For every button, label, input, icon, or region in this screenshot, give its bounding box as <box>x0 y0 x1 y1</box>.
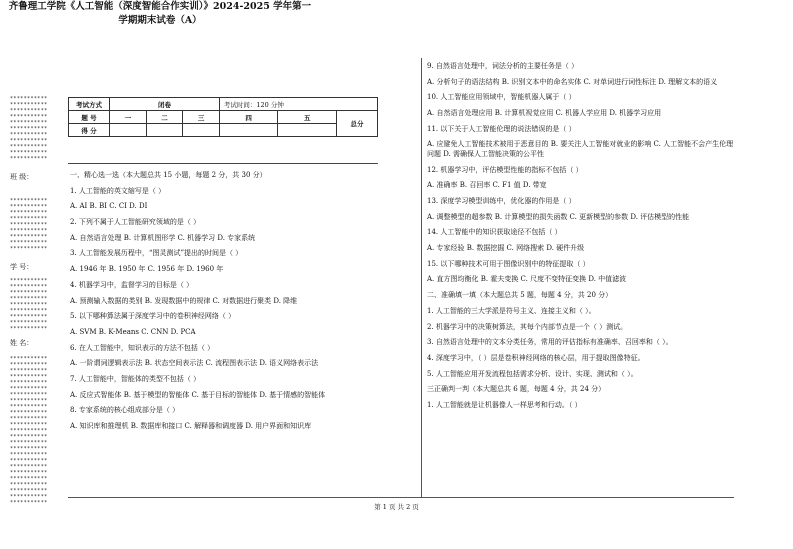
name-label: 姓 名： <box>10 339 34 347</box>
question: 13. 深度学习模型训练中，优化器的作用是（ ） <box>427 197 576 205</box>
binding-dots-1: *********** *********** *********** *********** *********** *********** *********** *********** *********** *********** *********** <box>10 96 48 162</box>
question-no-label: 题 号 <box>69 111 110 124</box>
score-table <box>68 97 378 137</box>
options: A. 调整模型的超参数 B. 计算模型的损失函数 C. 更新模型的参数 D. 评估模型的性能 <box>427 212 690 221</box>
exam-method-label: 考试方式 <box>69 98 110 111</box>
fill-question: 4. 深度学习中，（ ）层是卷积神经网络的核心层，用于提取图像特征。 <box>427 353 645 362</box>
exam-method-value: 闭卷 <box>110 98 220 111</box>
question: 15. 以下哪种技术可用于图像识别中的特征提取（ ） <box>427 259 590 268</box>
total-label: 总分 <box>337 111 378 137</box>
question: 14. 人工智能中的知识获取途径不包括（ ） <box>427 228 562 237</box>
bottom-rule <box>68 497 734 498</box>
question: 9. 自然语言处理中，词法分析的主要任务是（ ） <box>427 62 579 70</box>
fill-question: 2. 机器学习中的决策树算法，其每个内部节点是一个（ ）测试。 <box>427 322 628 331</box>
binding-dots-4: *********** *********** *********** *********** *********** *********** *********** *********** *********** *********** *********** *********** *********** *********** *********** *********** *********** *********** *********** *********** *********** *********** *********** *********** *********** <box>10 356 48 506</box>
options: A. 分析句子的语法结构 B. 识别文本中的命名实体 C. 对单词进行词性标注 D. 理解文本的语义 <box>427 77 718 86</box>
left-column <box>70 171 376 438</box>
class-label: 班 级： <box>10 173 34 181</box>
question: 11. 以下关于人工智能伦理的说法错误的是（ ） <box>427 124 576 133</box>
header-divider <box>68 163 378 164</box>
score-label: 得 分 <box>69 124 110 137</box>
column-divider <box>421 58 422 498</box>
question: 5. 以下哪种算法属于深度学习中的卷积神经网络（ ） <box>70 312 236 321</box>
exam-time: 考试时间：120 分钟 <box>219 98 377 111</box>
score-cell-3 <box>183 124 220 137</box>
options: A. 一阶谓词逻辑表示法 B. 状态空间表示法 C. 流程图表示法 D. 语义网络表示法 <box>70 359 319 368</box>
col-header-2: 二 <box>146 111 183 124</box>
col-header-3: 三 <box>183 111 220 124</box>
fill-question: 3. 自然语言处理中的文本分类任务，常用的评估指标有准确率、召回率和（ ）。 <box>427 338 673 347</box>
question: 6. 在人工智能中，知识表示的方法不包括（ ） <box>70 343 215 352</box>
binding-dots-2: *********** *********** *********** *********** *********** *********** *********** *********** *********** <box>10 198 48 252</box>
score-cell-1 <box>110 124 147 137</box>
options: A. 准确率 B. 召回率 C. F1 值 D. 带宽 <box>427 181 547 190</box>
exam-title <box>0 0 320 28</box>
col-header-1: 一 <box>110 111 147 124</box>
question: 4. 机器学习中，监督学习的目标是（ ） <box>70 280 194 289</box>
right-column <box>427 62 735 417</box>
col-header-5: 五 <box>278 111 337 124</box>
score-cell-5 <box>278 124 337 137</box>
options: A. 专家经验 B. 数据挖掘 C. 网络搜索 D. 硬件升级 <box>427 244 585 253</box>
options: A. 直方图均衡化 B. 霍夫变换 C. 尺度不变特征变换 D. 中值滤波 <box>427 275 627 284</box>
options: A. 自然语言处理 B. 计算机图形学 C. 机器学习 D. 专家系统 <box>70 233 256 242</box>
score-cell-4 <box>219 124 278 137</box>
col-header-4: 四 <box>219 111 278 124</box>
question: 1. 人工智能的英文缩写是（ ） <box>70 186 166 195</box>
options: A. SVM B. K-Means C. CNN D. PCA <box>70 327 196 336</box>
options: A. 自然语言处理应用 B. 计算机视觉应用 C. 机器人学应用 D. 机器学习应用 <box>427 109 662 118</box>
page-number: 第 1 页 共 2 页 <box>374 503 419 511</box>
options: A. 知识库和推理机 B. 数据库和接口 C. 解释器和调度器 D. 用户界面和知识库 <box>70 422 312 430</box>
score-cell-2 <box>146 124 183 137</box>
options: A. 反应式智能体 B. 基于模型的智能体 C. 基于目标的智能体 D. 基于情感的智能体 <box>70 390 326 399</box>
options: A. 预测输入数据的类别 B. 发现数据中的规律 C. 对数据进行聚类 D. 降维 <box>70 296 298 305</box>
fill-question: 5. 人工智能应用开发流程包括需求分析、设计、实现、测试和（ ）。 <box>427 369 638 378</box>
binding-dots-3: *********** *********** *********** *********** *********** *********** *********** *********** *********** <box>10 278 48 332</box>
section-1-heading: 一、精心选一选（本大题总共 15 小题，每题 2 分，共 30 分） <box>70 171 267 179</box>
section-3-heading: 三正确判一判（本大题总共 6 题，每题 4 分，共 24 分） <box>427 385 606 394</box>
question: 10. 人工智能应用领域中，智能机器人属于（ ） <box>427 93 576 102</box>
question: 7. 人工智能中，智能体的类型不包括（ ） <box>70 374 201 383</box>
judge-question: 1. 人工智能就是让机器像人一样思考和行动。（ ） <box>427 400 582 409</box>
options: A. AI B. BI C. CI D. DI <box>70 202 148 211</box>
question: 2. 下列不属于人工智能研究领域的是（ ） <box>70 218 201 227</box>
section-2-heading: 二、准确填一填（本大题总共 5 题，每题 4 分，共 20 分） <box>427 291 613 300</box>
student-id-label: 学 号： <box>10 263 34 271</box>
options: A. 应避免人工智能技术被用于恶意目的 B. 要关注人工智能对就业的影响 C. 人工智能不会产生伦理问题 D. 需确保人工智能决策的公平性 <box>427 140 734 158</box>
fill-question: 1. 人工智能的三大学派是符号主义、连接主义和（ ）。 <box>427 306 596 315</box>
question: 12. 机器学习中，评估模型性能的指标不包括（ ） <box>427 165 583 174</box>
exam-title-line1: 齐鲁理工学院《人工智能（深度智能合作实训）》2024-2025 学年第一 <box>8 1 312 12</box>
question: 3. 人工智能发展历程中，“图灵测试”提出的时间是（ ） <box>70 249 243 258</box>
exam-title-line2: 学期期末试卷（A） <box>118 15 202 26</box>
options: A. 1946 年 B. 1950 年 C. 1956 年 D. 1960 年 <box>70 265 224 274</box>
question: 8. 专家系统的核心组成部分是（ ） <box>70 406 180 415</box>
